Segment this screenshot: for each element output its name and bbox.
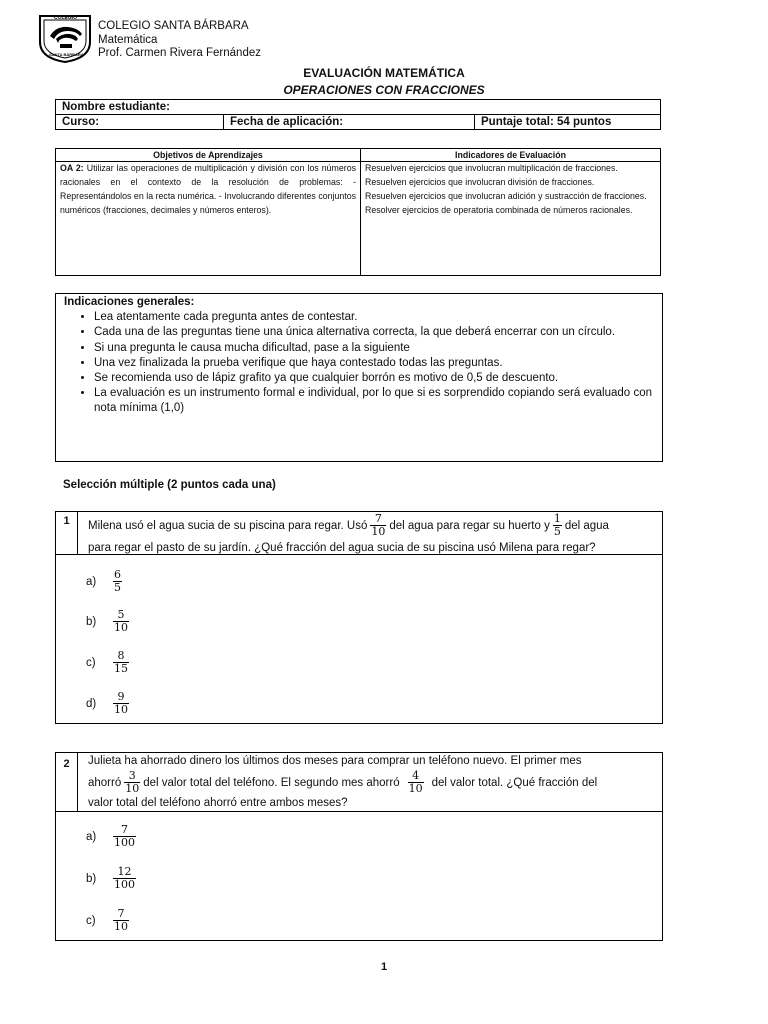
- fraction-numerator: 6: [114, 568, 121, 581]
- question-number: 1: [56, 512, 78, 554]
- fraction-numerator: 8: [117, 649, 125, 662]
- fraction: [113, 866, 136, 891]
- student-info-table: [55, 99, 661, 130]
- total-score: Puntaje total: 54 puntos: [475, 115, 661, 130]
- option-label: b): [86, 872, 97, 885]
- oa-cell: [56, 162, 361, 276]
- option-d[interactable]: [86, 691, 132, 716]
- fraction-denominator: 10: [114, 920, 128, 933]
- teacher-name: Prof. Carmen Rivera Fernández: [98, 47, 261, 59]
- option-a[interactable]: [86, 569, 125, 594]
- objectives-header: Objetivos de Aprendizajes: [56, 149, 361, 162]
- school-logo: [36, 12, 94, 64]
- fraction-numerator: 7: [121, 823, 128, 836]
- fraction-numerator: 4: [412, 769, 420, 782]
- fraction-numerator: 7: [374, 512, 382, 525]
- fraction-denominator: 10: [371, 525, 386, 538]
- school-name: COLEGIO SANTA BÁRBARA: [98, 20, 249, 32]
- instruction-item: • Se recomienda uso de lápiz grafito ya que cualquier borrón es motivo de 0,5 de descuento.: [94, 371, 652, 386]
- fraction: [113, 650, 129, 675]
- instruction-item: • Una vez finalizada la prueba verifique que haya contestado todas las preguntas.: [94, 356, 652, 371]
- question-2: [55, 752, 663, 941]
- instruction-item: • Lea atentamente cada pregunta antes de contestar.: [94, 310, 652, 325]
- oa-label: OA 2:: [60, 163, 84, 173]
- option-label: a): [86, 575, 97, 588]
- fraction: [370, 513, 386, 538]
- fraction-denominator: 5: [553, 525, 561, 538]
- indicators-header: Indicadores de Evaluación: [361, 149, 661, 162]
- course-field[interactable]: Curso:: [56, 115, 224, 130]
- question-text-part: valor total del teléfono ahorró entre ambos meses?: [88, 797, 348, 809]
- option-label: c): [86, 656, 96, 669]
- date-field[interactable]: Fecha de aplicación:: [224, 115, 475, 130]
- instruction-item: • Si una pregunta le causa mucha dificultad, pase a la siguiente: [94, 341, 652, 356]
- oa-text: Utilizar las operaciones de multiplicación y división con los números racionales en el contexto de la resolución de problemas: - Representándolos en la recta numérica. - Involucrando diferentes conjuntos numéricos (fracciones, decimales y números enteros).: [60, 163, 356, 215]
- question-text-part: Julieta ha ahorrado dinero los últimos dos meses para comprar un teléfono nuevo. El primer mes: [88, 755, 582, 767]
- fraction-denominator: 15: [114, 662, 128, 675]
- question-text-part: del agua: [564, 519, 609, 532]
- student-name-field[interactable]: Nombre estudiante:: [56, 100, 661, 115]
- instructions-list: [56, 310, 662, 416]
- option-c[interactable]: [86, 650, 132, 675]
- fraction-numerator: 7: [117, 907, 125, 920]
- question-divider: [56, 811, 662, 812]
- option-label: c): [86, 914, 96, 927]
- question-text-part: del agua para regar su huerto y: [389, 519, 550, 532]
- fraction-denominator: 5: [114, 581, 121, 594]
- question-text-part: del valor total del teléfono. El segundo mes ahorró: [143, 776, 400, 789]
- question-text: [88, 513, 654, 558]
- indicator-item: Resuelven ejercicios que involucran multiplicación de fracciones.: [365, 163, 618, 173]
- page-title: EVALUACIÓN MATEMÁTICA: [303, 66, 465, 80]
- option-b[interactable]: [86, 866, 139, 891]
- question-text-part: Milena usó el agua sucia de su piscina para regar. Usó: [88, 519, 368, 532]
- fraction-denominator: 10: [125, 782, 140, 795]
- fraction-numerator: 5: [117, 608, 125, 621]
- indicator-item: Resolver ejercicios de operatoria combinada de números racionales.: [365, 204, 633, 215]
- fraction: [113, 569, 122, 594]
- instruction-item: • La evaluación es un instrumento formal e individual, por lo que si es sorprendido copiando será evaluado con nota mínima (1,0): [94, 386, 652, 416]
- fraction-denominator: 10: [114, 703, 128, 716]
- indicator-item: Resuelven ejercicios que involucran adición y sustracción de fracciones.: [365, 190, 647, 201]
- instruction-item: • Cada una de las preguntas tiene una única alternativa correcta, la que deberá encerrar con un círculo.: [94, 325, 652, 340]
- subject-name: Matemática: [98, 33, 158, 46]
- fraction: [124, 770, 140, 795]
- fraction-numerator: 1: [553, 512, 561, 525]
- indicators-cell: [361, 162, 661, 276]
- indicator-item: Resuelven ejercicios que involucran división de fracciones.: [365, 176, 595, 187]
- question-number: 2: [56, 753, 78, 811]
- fraction-numerator: 3: [128, 769, 136, 782]
- option-b[interactable]: [86, 609, 132, 634]
- page-subtitle: OPERACIONES CON FRACCIONES: [283, 83, 485, 97]
- question-text-part: ahorró: [88, 776, 122, 789]
- instructions-box: [55, 293, 663, 462]
- fraction-numerator: 9: [117, 690, 125, 703]
- instructions-title: Indicaciones generales:: [64, 296, 195, 308]
- objectives-table: [55, 148, 661, 276]
- question-1: [55, 511, 663, 724]
- page-number: 1: [380, 961, 388, 973]
- fraction-numerator: 12: [117, 865, 132, 878]
- option-label: d): [86, 697, 97, 710]
- fraction: [408, 770, 424, 795]
- option-a[interactable]: [86, 824, 139, 849]
- question-text: [88, 753, 654, 811]
- section-title: Selección múltiple (2 puntos cada una): [63, 479, 276, 491]
- logo-bottom-text: SANTA BÁRBARA: [49, 52, 84, 57]
- fraction: [113, 824, 136, 849]
- question-text-part: para regar el pasto de su jardín. ¿Qué fracción del agua sucia de su piscina usó Milena para regar?: [88, 542, 596, 554]
- option-label: b): [86, 615, 97, 628]
- fraction-denominator: 100: [114, 836, 135, 849]
- option-label: a): [86, 830, 97, 843]
- logo-top-text: COLEGIO: [54, 15, 78, 21]
- fraction: [113, 908, 129, 933]
- question-divider: [56, 554, 662, 555]
- school-header: [98, 20, 261, 61]
- question-text-part: del valor total. ¿Qué fracción del: [431, 776, 598, 789]
- fraction: [553, 513, 562, 538]
- fraction-denominator: 100: [114, 878, 135, 891]
- fraction: [113, 609, 129, 634]
- fraction-denominator: 10: [114, 621, 128, 634]
- option-c[interactable]: [86, 908, 132, 933]
- fraction: [113, 691, 129, 716]
- fraction-denominator: 10: [408, 782, 423, 795]
